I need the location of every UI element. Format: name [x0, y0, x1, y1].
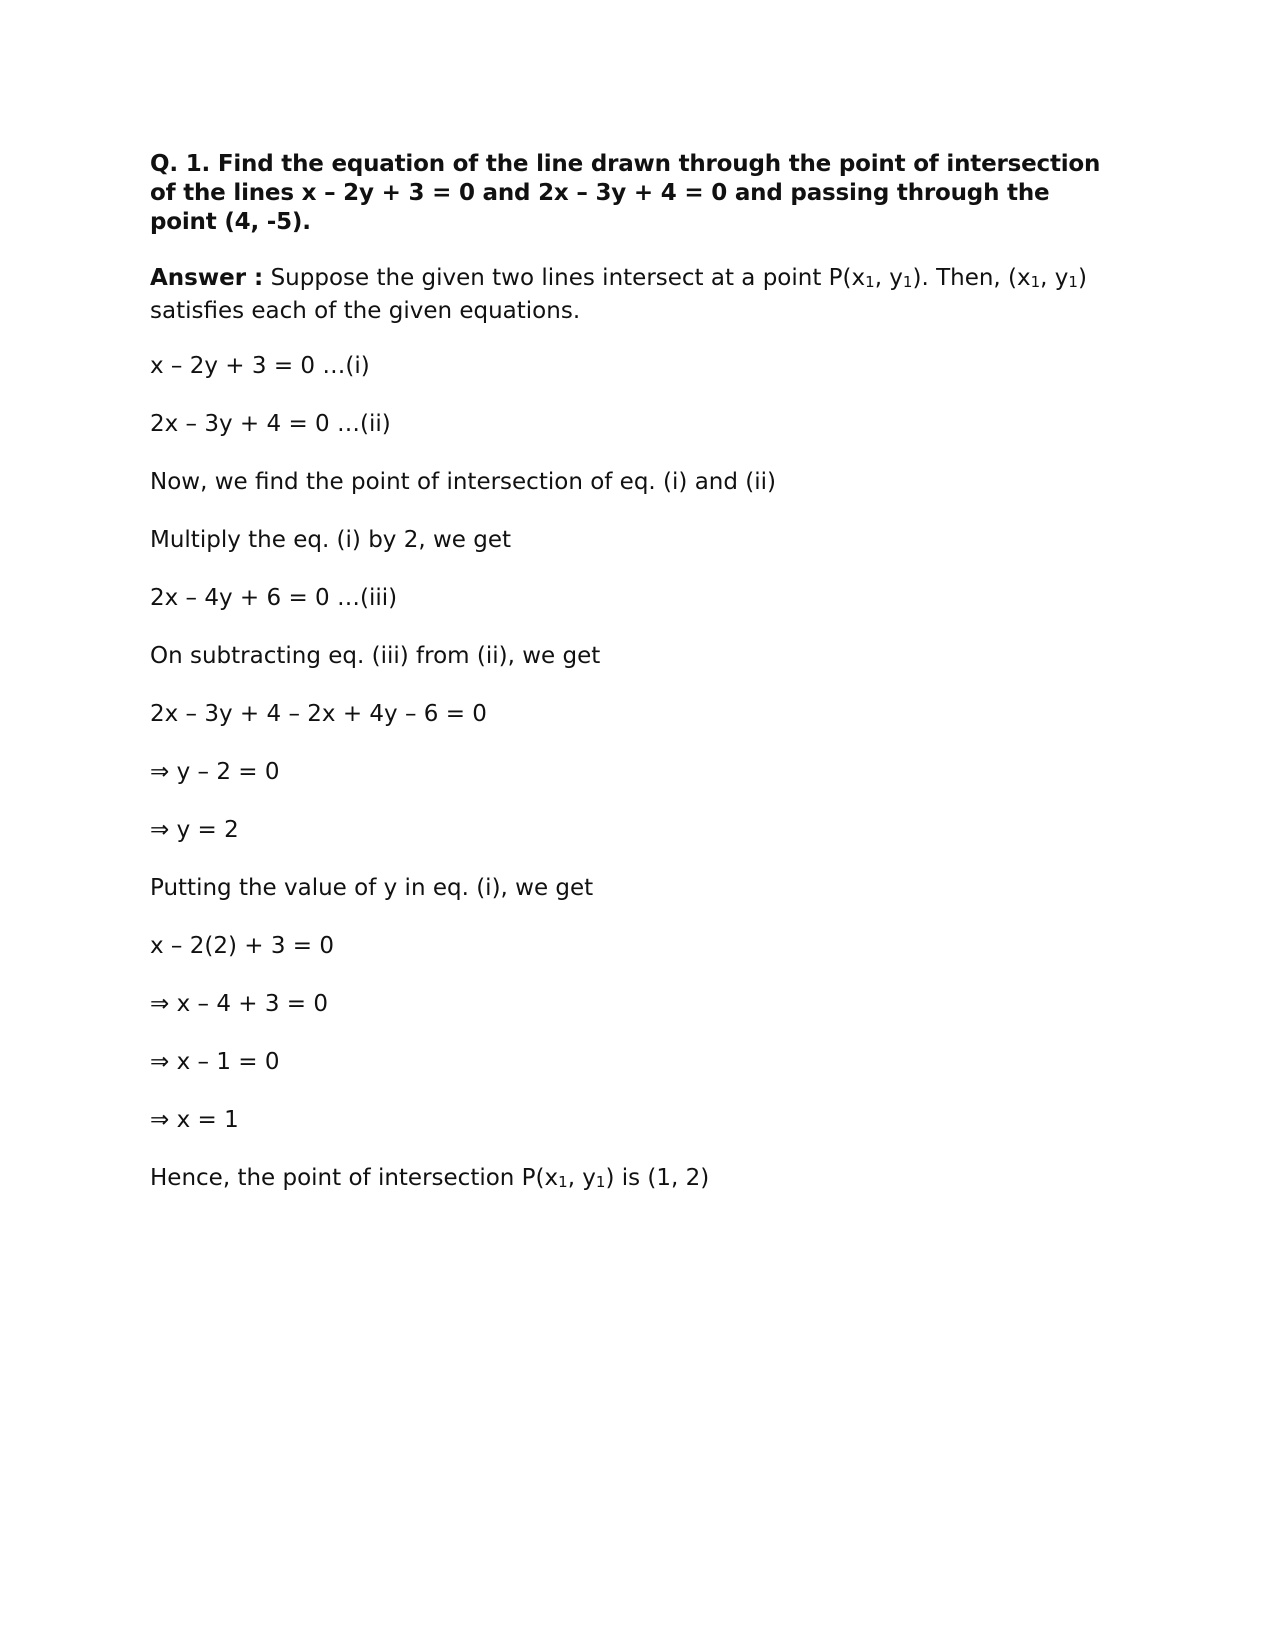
subscript: 1 [1030, 273, 1041, 291]
equation-line: ⇒ x – 4 + 3 = 0 [150, 991, 329, 1017]
conclusion-line [150, 1164, 1110, 1193]
conclusion-text: ) is (1, 2) [605, 1165, 710, 1191]
answer-text: Suppose the given two lines intersect at a point P(x [263, 265, 866, 291]
text-line: Putting the value of y in eq. (i), we get [150, 875, 594, 901]
subscript: 1 [865, 273, 875, 291]
answer-text: , y [874, 265, 903, 291]
equation-line: ⇒ y – 2 = 0 [150, 759, 280, 785]
answer-label: Answer : [150, 265, 264, 291]
equation-line: 2x – 4y + 6 = 0 …(iii) [150, 585, 398, 611]
text-line: Now, we find the point of intersection of eq. (i) and (ii) [150, 469, 777, 495]
subscript: 1 [595, 1173, 606, 1191]
conclusion-text: , y [567, 1165, 596, 1191]
equation-line: x – 2y + 3 = 0 …(i) [150, 353, 370, 379]
equation-line: ⇒ x – 1 = 0 [150, 1049, 280, 1075]
equation-line: 2x – 3y + 4 = 0 …(ii) [150, 411, 391, 437]
answer-text: ). Then, (x [912, 265, 1031, 291]
answer-text: ) satisfies each of the given equations. [150, 265, 1087, 324]
subscript: 1 [558, 1173, 568, 1191]
subscript: 1 [902, 273, 913, 291]
question-text: Q. 1. Find the equation of the line drawn through the point of intersection of the lines x – 2y + 3 = 0 and 2x – 3y + 4 = 0 and passing through the point (4, -5). [150, 151, 1101, 235]
document-page [150, 150, 1110, 1222]
equation-line: ⇒ x = 1 [150, 1107, 239, 1133]
equation-line: 2x – 3y + 4 – 2x + 4y – 6 = 0 [150, 701, 487, 727]
text-line: Multiply the eq. (i) by 2, we get [150, 527, 512, 553]
answer-intro [150, 264, 1110, 326]
equation-line: x – 2(2) + 3 = 0 [150, 933, 334, 959]
equation-line: ⇒ y = 2 [150, 817, 239, 843]
answer-text: , y [1040, 265, 1069, 291]
conclusion-text: Hence, the point of intersection P(x [150, 1165, 559, 1191]
subscript: 1 [1068, 273, 1078, 291]
text-line: On subtracting eq. (iii) from (ii), we get [150, 643, 601, 669]
